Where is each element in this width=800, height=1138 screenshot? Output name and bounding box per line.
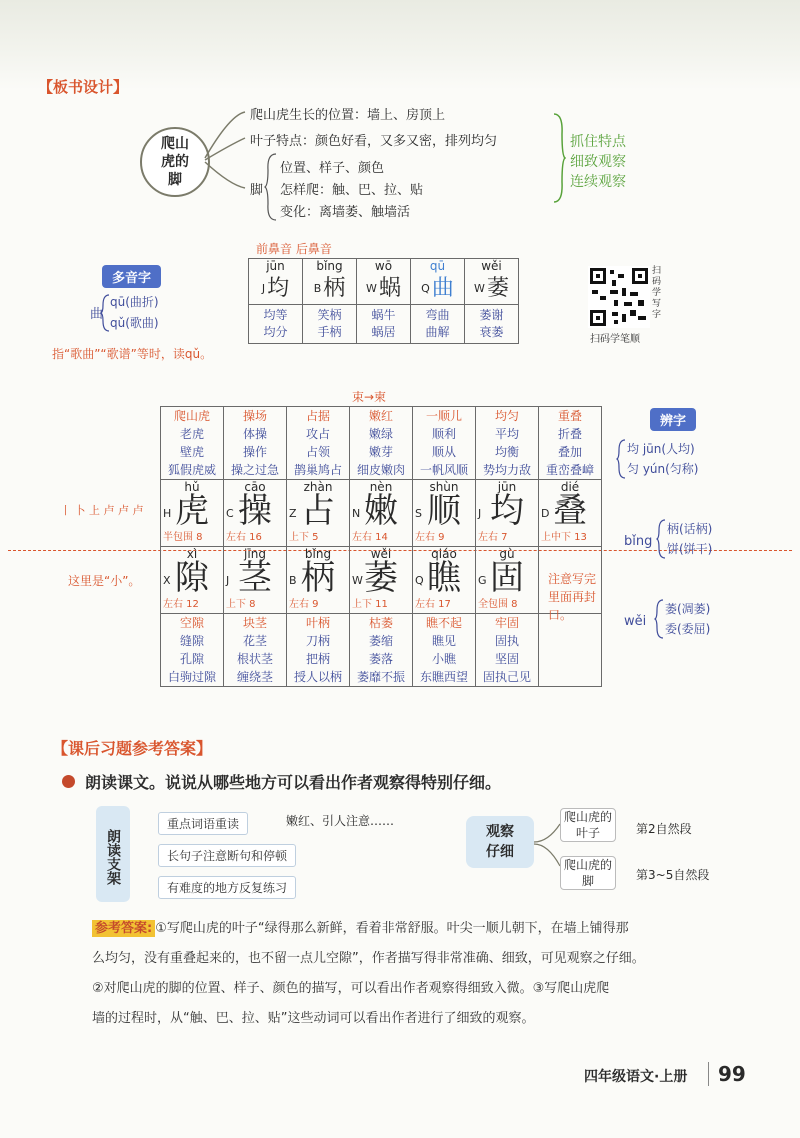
char-cell (476, 480, 539, 547)
answer-line: ②对爬山虎的脚的位置、样子、颜色的描写，可以看出作者观察得细致入微。③写爬山虎爬 (92, 981, 610, 996)
pinyin: gù (499, 547, 515, 561)
char-table (160, 406, 602, 687)
letter: G (478, 574, 487, 587)
bianzi-tag: 辨字 (650, 408, 696, 431)
stroke-info: 上中下 13 (541, 532, 587, 543)
word: 操之过急 (230, 463, 279, 477)
nasal-note: 前鼻音 后鼻音 (256, 242, 332, 256)
letter: J (261, 282, 266, 295)
char: 曲 (431, 276, 454, 301)
stroke-info: 左右 12 (163, 599, 199, 610)
stroke-info: 上下 11 (352, 599, 388, 610)
pinyin-table (248, 258, 519, 344)
polyphone-note: 指“歌曲”“歌谱”等时，读qǔ。 (52, 347, 213, 361)
pinyin-cell (249, 259, 303, 305)
letter: D (541, 507, 550, 520)
words-cell (413, 614, 476, 687)
word: 枯萎 (368, 616, 393, 630)
word: 占据 (305, 409, 330, 423)
char: 萎 (364, 558, 398, 598)
letter: Z (289, 507, 297, 520)
word: 嫩芽 (368, 445, 393, 459)
polyphone-tag: 多音字 (102, 265, 161, 288)
stroke-info: 左右 17 (415, 599, 451, 610)
word: 占领 (305, 445, 330, 459)
char-cell (350, 480, 413, 547)
pinyin-cell (303, 259, 357, 305)
letter: B (289, 574, 297, 587)
words-cell (224, 614, 287, 687)
word: 折叠 (557, 427, 582, 441)
word: 爬山虎 (173, 409, 210, 423)
pinyin: qiáo (431, 547, 457, 561)
char: 占 (301, 491, 335, 531)
letter: Q (415, 574, 424, 587)
footer-book: 四年级语文·上册 (584, 1069, 688, 1085)
bianzi-item: 柄(话柄) (667, 522, 713, 536)
stroke-info: 上下 8 (226, 599, 256, 610)
observe-title (466, 816, 534, 868)
words-cell (161, 407, 224, 480)
letter: W (366, 282, 377, 295)
foot-brace (264, 152, 278, 222)
char-cell (539, 480, 602, 547)
observe-item-para: 第2自然段 (636, 822, 692, 836)
pinyin: jūn (266, 259, 285, 273)
words-cell (476, 614, 539, 687)
word: 授人以柄 (293, 670, 342, 684)
pinyin: bǐng (316, 259, 343, 273)
char-cell (413, 480, 476, 547)
char-cell (413, 547, 476, 614)
bianzi-brace (656, 518, 666, 560)
words-cell (350, 407, 413, 480)
foot-item: 变化：离墙萎、触墙活 (280, 205, 411, 220)
char: 柄 (301, 558, 335, 598)
words-cell (357, 305, 411, 344)
char-cell (350, 547, 413, 614)
word: 狐假虎威 (167, 463, 216, 477)
word: 一帆风顺 (419, 463, 468, 477)
char: 固 (490, 558, 524, 598)
polyphone-reading: qū(曲折) (110, 295, 159, 309)
char-row (161, 480, 602, 547)
word: 白驹过隙 (167, 670, 216, 684)
char-cell (287, 480, 350, 547)
word: 均匀 (494, 409, 519, 423)
word: 花茎 (242, 634, 267, 648)
word: 平均 (494, 427, 519, 441)
summary-item: 细致观察 (570, 154, 626, 170)
pinyin-cell (411, 259, 465, 305)
char: 萎 (486, 276, 509, 301)
char-cell (161, 480, 224, 547)
answer-line: ①写爬山虎的叶子“绿得那么新鲜，看着非常舒服。叶尖一顺儿朝下，在墙上铺得那 (155, 921, 629, 936)
support-step: 重点词语重读 (158, 812, 248, 835)
summary-list (570, 132, 626, 192)
words-cell (161, 614, 224, 687)
pinyin: shùn (429, 480, 459, 494)
words-row (161, 614, 602, 687)
section-heading-blackboard: 【板书设计】 (38, 78, 129, 96)
letter: W (474, 282, 485, 295)
word: 块茎 (242, 616, 267, 630)
qr-code[interactable] (588, 266, 650, 328)
bianzi-item: 委(委屈) (665, 622, 711, 636)
word: 萎谢 (479, 308, 504, 322)
answer-line: 墙的过程时，从“触、巴、拉、贴”这些动词可以看出作者进行了细致的观察。 (92, 1011, 535, 1026)
word: 均分 (263, 325, 288, 339)
word: 细皮嫩肉 (356, 463, 405, 477)
char-cell (287, 547, 350, 614)
stroke-info: 左右 9 (415, 532, 445, 543)
summary-brace (552, 112, 566, 204)
words-cell (287, 614, 350, 687)
word: 孔隙 (179, 652, 204, 666)
summary-item: 连续观察 (570, 174, 626, 190)
word: 弯曲 (425, 308, 450, 322)
char: 瞧 (427, 558, 461, 598)
word: 瞧不起 (425, 616, 462, 630)
answer-block (92, 914, 752, 1034)
char: 虎 (175, 491, 209, 531)
words-cell (303, 305, 357, 344)
pinyin: nèn (369, 480, 393, 494)
words-cell (249, 305, 303, 344)
qr-code-graphic (588, 266, 650, 328)
word: 均衡 (494, 445, 519, 459)
char-row (161, 547, 602, 614)
foot-item: 怎样爬：触、巴、拉、贴 (280, 183, 424, 198)
word: 曲解 (425, 325, 450, 339)
word: 重峦叠嶂 (545, 463, 594, 477)
stroke-info: 左右 7 (478, 532, 508, 543)
observe-item-label: 爬山虎的脚 (560, 856, 616, 890)
support-title: 朗读支架 (96, 806, 130, 902)
word: 重叠 (557, 409, 582, 423)
bianzi-item: 匀 yún(匀称) (627, 462, 699, 476)
polyphone-reading: qǔ(歌曲) (110, 316, 159, 330)
letter: N (352, 507, 361, 520)
word: 瞧见 (431, 634, 456, 648)
qr-side-text: 扫码学写字 (652, 266, 662, 320)
word: 老虎 (179, 427, 204, 441)
bullet-icon (62, 775, 75, 788)
word: 均等 (263, 308, 288, 322)
word: 嫩红 (368, 409, 393, 423)
word: 操作 (242, 445, 267, 459)
pinyin: dié (560, 480, 580, 494)
bianzi-root: bǐng (624, 534, 653, 549)
word: 体操 (242, 427, 267, 441)
summary-item: 抓住特点 (570, 134, 626, 150)
char: 茎 (238, 558, 272, 598)
mindmap-center-text: 爬山虎的脚 (161, 136, 189, 188)
stroke-order-note: 丨 卜 上 卢 卢 卢 (60, 504, 144, 517)
letter: J (226, 574, 230, 587)
word: 空隙 (179, 616, 204, 630)
letter: B (313, 282, 322, 295)
pinyin: zhàn (303, 480, 333, 494)
word: 攻占 (305, 427, 330, 441)
word: 根状茎 (236, 652, 273, 666)
bianzi-brace (654, 598, 664, 640)
word: 固执己见 (482, 670, 531, 684)
xi-note: 这里是“小”。 (68, 574, 141, 588)
word: 东瞧西望 (419, 670, 468, 684)
word: 嫩绿 (368, 427, 393, 441)
word: 萎落 (368, 652, 393, 666)
arrow-note: 束→柬 (352, 390, 387, 404)
word: 蜗居 (371, 325, 396, 339)
branch-foot-label: 脚 (250, 183, 264, 198)
word: 顺利 (431, 427, 456, 441)
words-cell (465, 305, 519, 344)
word: 叠加 (557, 445, 582, 459)
words-row (161, 407, 602, 480)
observe-item-para: 第3~5自然段 (636, 868, 710, 882)
letter: C (226, 507, 234, 520)
word: 缠绕茎 (236, 670, 273, 684)
words-cell (224, 407, 287, 480)
pinyin: cāo (244, 480, 266, 494)
question-text: 朗读课文。说说从哪些地方可以看出作者观察得特别仔细。 (85, 773, 502, 792)
word: 笑柄 (317, 308, 342, 322)
stroke-info: 左右 16 (226, 532, 262, 543)
word: 鹊巢鸠占 (293, 463, 342, 477)
foot-item: 位置、样子、颜色 (280, 161, 385, 176)
word: 操场 (242, 409, 267, 423)
word: 萎缩 (368, 634, 393, 648)
word: 势均力敌 (482, 463, 531, 477)
pinyin: wěi (370, 547, 392, 561)
word: 手柄 (317, 325, 342, 339)
bianzi-brace (616, 438, 626, 480)
pinyin: wō (374, 259, 393, 273)
word: 蜗牛 (371, 308, 396, 322)
words-cell (476, 407, 539, 480)
words-cell (287, 407, 350, 480)
branch-position: 爬山虎生长的位置：墙上、房顶上 (250, 108, 446, 123)
word: 坚固 (494, 652, 519, 666)
observe-title-text: 观察仔细 (486, 824, 514, 860)
word: 萎靡不振 (356, 670, 405, 684)
char: 均 (267, 276, 290, 301)
words-cell (539, 407, 602, 480)
word: 固执 (494, 634, 519, 648)
stroke-info: 上下 5 (289, 532, 319, 543)
word: 把柄 (305, 652, 330, 666)
bianzi-root: wěi (624, 614, 647, 629)
page-number: 99 (718, 1062, 746, 1086)
pinyin: jūn (497, 480, 517, 494)
letter: X (163, 574, 171, 587)
char-cell (224, 480, 287, 547)
word: 小瞧 (431, 652, 456, 666)
pinyin: wěi (481, 259, 502, 273)
support-step: 长句子注意断句和停顿 (158, 844, 296, 867)
char: 均 (490, 491, 524, 531)
char-cell (161, 547, 224, 614)
empty-cell (539, 614, 602, 687)
letter: W (352, 574, 363, 587)
word: 牢固 (494, 616, 519, 630)
char-cell (476, 547, 539, 614)
word: 一顺儿 (425, 409, 462, 423)
observe-item-label: 爬山虎的叶子 (560, 808, 616, 842)
char: 顺 (427, 491, 461, 531)
stroke-info: 左右 14 (352, 532, 388, 543)
char: 叠 (553, 491, 587, 531)
char: 操 (238, 491, 272, 531)
words-cell (413, 407, 476, 480)
pinyin-cell (465, 259, 519, 305)
question-row (62, 770, 501, 793)
step-example: 嫩红、引人注意…… (286, 814, 395, 828)
stroke-info: 半包围 8 (163, 532, 203, 543)
footer-divider (708, 1062, 709, 1086)
bianzi-item: 萎(凋萎) (665, 602, 711, 616)
answer-label: 参考答案: (92, 920, 155, 937)
stroke-info: 全包围 8 (478, 599, 518, 610)
stroke-info: 左右 9 (289, 599, 319, 610)
answer-line: 么均匀，没有重叠起来的，也不留一点儿空隙”，作者描写得非常准确、细致，可见观察之仔细。 (92, 951, 645, 966)
bianzi-item: 均 jūn(人均) (627, 442, 695, 456)
word: 叶柄 (305, 616, 330, 630)
bianzi-item: 饼(饼干) (667, 542, 713, 556)
word: 壁虎 (179, 445, 204, 459)
word: 缝隙 (179, 634, 204, 648)
char: 隙 (175, 558, 209, 598)
qr-caption: 扫码学笔顺 (590, 334, 640, 345)
words-cell (411, 305, 465, 344)
char: 柄 (323, 276, 346, 301)
letter: S (415, 507, 422, 520)
polyphone-char: 曲 (90, 307, 104, 322)
pinyin-cell (357, 259, 411, 305)
pinyin: xì (186, 547, 198, 561)
words-cell (350, 614, 413, 687)
pinyin: hǔ (184, 480, 200, 494)
gu-note: 注意写完里面再封口。 (548, 572, 597, 622)
char: 嫩 (364, 491, 398, 531)
support-step: 有难度的地方反复练习 (158, 876, 296, 899)
section-heading-exercise: 【课后习题参考答案】 (52, 739, 213, 758)
letter: J (478, 507, 482, 520)
word: 刀柄 (305, 634, 330, 648)
letter: H (163, 507, 172, 520)
branch-leaves: 叶子特点：颜色好看，又多又密，排列均匀 (250, 134, 498, 149)
char: 蜗 (378, 276, 401, 301)
pinyin: jīng (244, 547, 266, 561)
word: 衰萎 (479, 325, 504, 339)
letter: Q (421, 282, 430, 295)
pinyin: qū (429, 259, 446, 273)
word: 顺从 (431, 445, 456, 459)
pinyin: bǐng (304, 547, 332, 561)
char-cell (224, 547, 287, 614)
polyphone-brace (100, 293, 110, 333)
